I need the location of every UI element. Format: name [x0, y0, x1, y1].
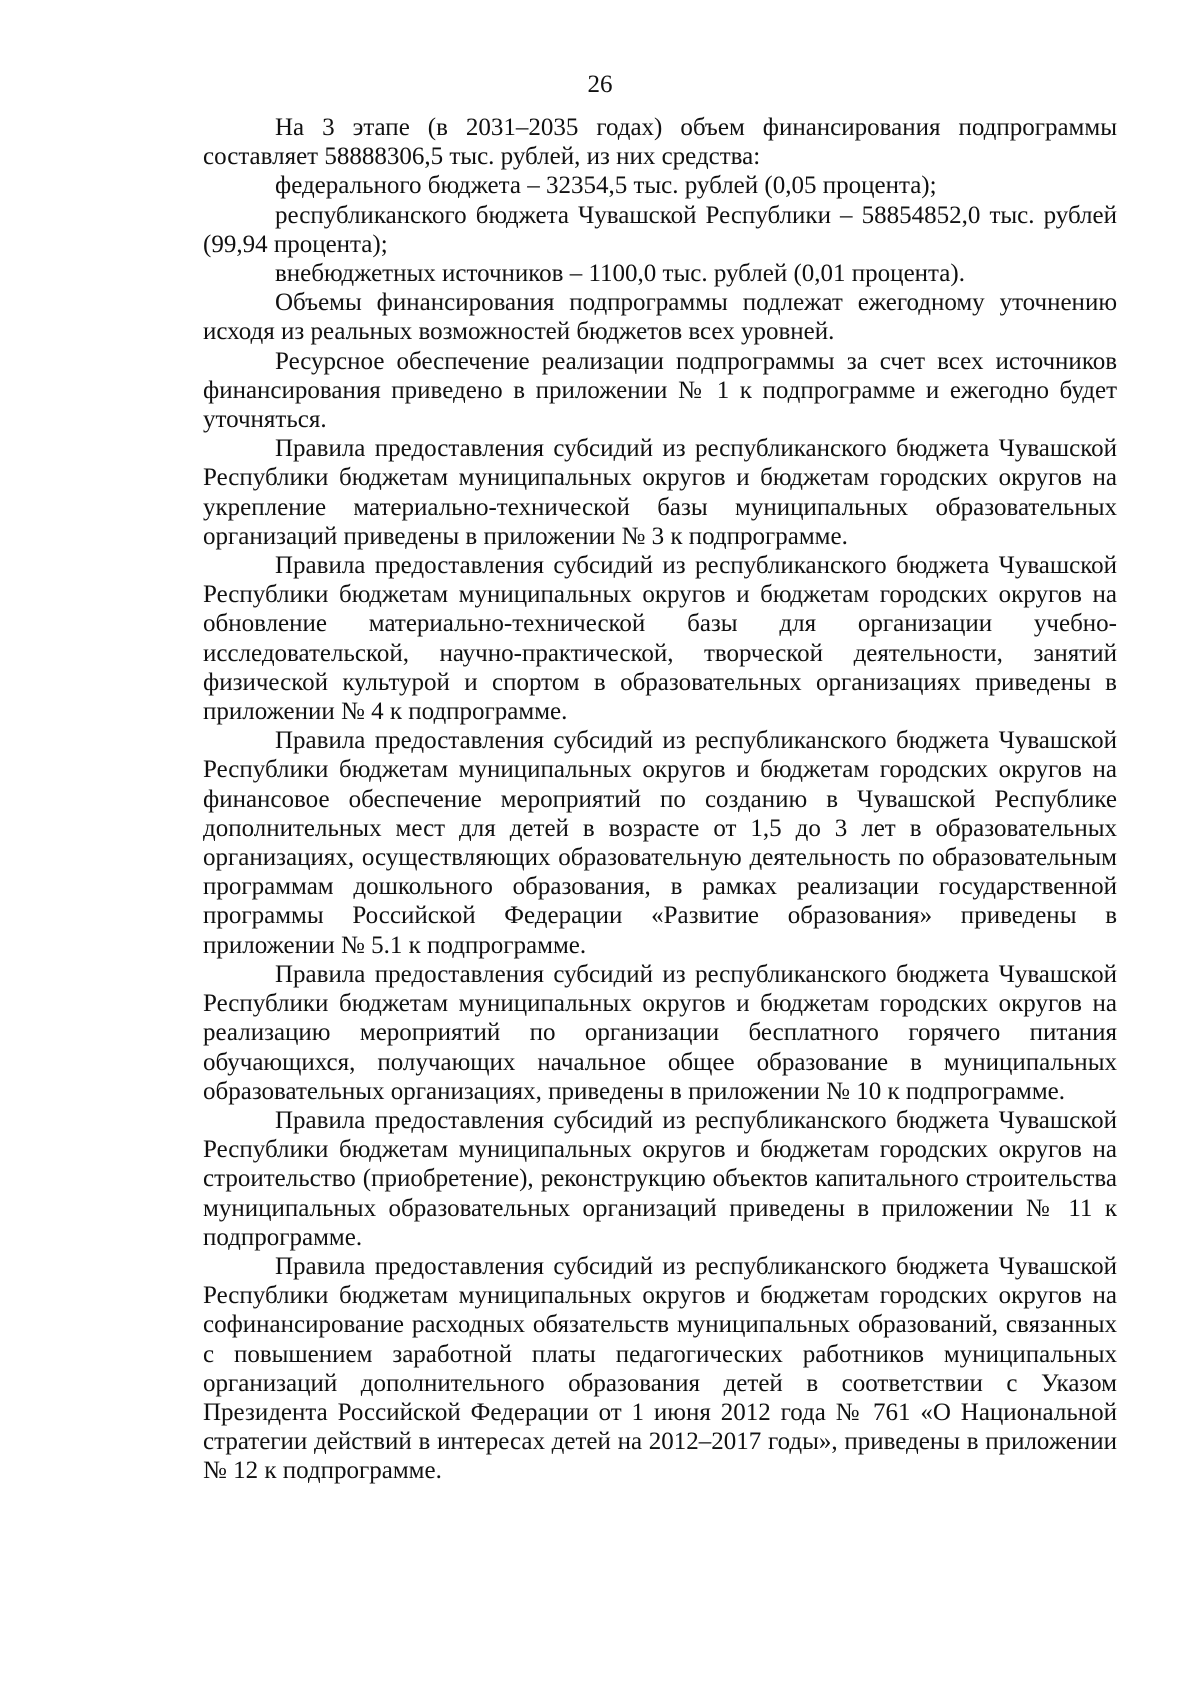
page-number: 26 — [587, 71, 613, 98]
paragraph-republican-budget: республиканского бюджета Чувашской Республики – 58854852,0 тыс. рублей (99,94 процента); — [203, 201, 1117, 258]
document-body — [203, 113, 1117, 1486]
paragraph-rules-appendix-3: Правила предоставления субсидий из республиканского бюджета Чувашской Республики бюджетам муниципальных округов и бюджетам городских округов на укрепление материально-технической базы муниципальных образовательных организаций приведены в приложении № 3 к подпрограмме. — [203, 435, 1117, 550]
paragraph-rules-appendix-10: Правила предоставления субсидий из республиканского бюджета Чувашской Республики бюджетам муниципальных округов и бюджетам городских округов на реализацию мероприятий по организации бесплатного горячего питания обучающихся, получающих начальное общее образование в муниципальных образовательных организациях, приведены в приложении № 10 к подпрограмме. — [203, 960, 1117, 1105]
paragraph-stage3-funding: На 3 этапе (в 2031–2035 годах) объем финансирования подпрограммы составляет 58888306,5 тыс. рублей, из них средства: — [203, 114, 1117, 171]
paragraph-rules-appendix-12: Правила предоставления субсидий из республиканского бюджета Чувашской Республики бюджетам муниципальных округов и бюджетам городских округов на софинансирование расходных обязательств муниципальных образований, связанных с повышением заработной платы педагогических работников муниципальных организаций дополнительного образования детей в соответствии с Указом Президента Российской Федерации от 1 июня 2012 года № 761 «О Национальной стратегии действий в интересах детей на 2012–2017 годы», приведены в приложении № 12 к подпрограмме. — [203, 1252, 1117, 1485]
paragraph-rules-appendix-4: Правила предоставления субсидий из республиканского бюджета Чувашской Республики бюджетам муниципальных округов и бюджетам городских округов на обновление материально-технической базы для организации учебно-исследовательской, научно-практической, творческой деятельности, занятий физической культурой и спортом в образовательных организациях приведены в приложении № 4 к подпрограмме. — [203, 552, 1117, 726]
paragraph-resource-provision: Ресурсное обеспечение реализации подпрограммы за счет всех источников финансирования приведено в приложении № 1 к подпрограмме и ежегодно будет уточняться. — [203, 347, 1117, 434]
paragraph-funding-clarification: Объемы финансирования подпрограммы подлежат ежегодному уточнению исходя из реальных возможностей бюджетов всех уровней. — [203, 289, 1117, 346]
paragraph-federal-budget: федерального бюджета – 32354,5 тыс. рублей (0,05 процента); — [275, 172, 937, 200]
paragraph-rules-appendix-5-1: Правила предоставления субсидий из республиканского бюджета Чувашской Республики бюджетам муниципальных округов и бюджетам городских округов на финансовое обеспечение мероприятий по созданию в Чувашской Республике дополнительных мест для детей в возрасте от 1,5 до 3 лет в образовательных организациях, осуществляющих образовательную деятельность по образовательным программам дошкольного образования, в рамках реализации государственной программы Российской Федерации «Развитие образования» приведены в приложении № 5.1 к подпрограмме. — [203, 727, 1117, 959]
paragraph-rules-appendix-11: Правила предоставления субсидий из республиканского бюджета Чувашской Республики бюджетам муниципальных округов и бюджетам городских округов на строительство (приобретение), реконструкцию объектов капитального строительства муниципальных образовательных организаций приведены в приложении № 11 к подпрограмме. — [203, 1106, 1117, 1251]
paragraph-extrabudgetary-sources: внебюджетных источников – 1100,0 тыс. рублей (0,01 процента). — [275, 260, 965, 288]
